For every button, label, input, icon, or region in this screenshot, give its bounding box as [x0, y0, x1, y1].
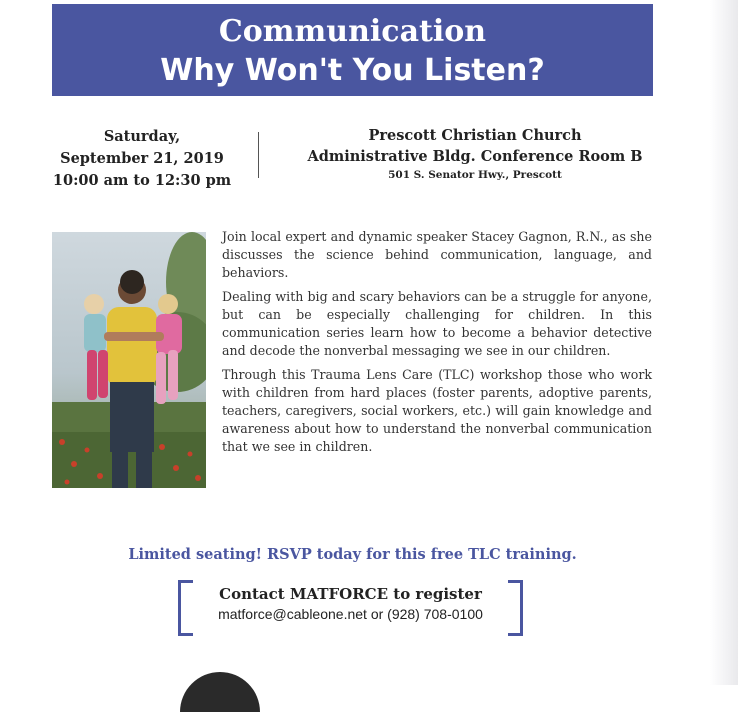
description-paragraph-3: Through this Trauma Lens Care (TLC) workshop those who work with children from hard places (foster parents, adoptive parents, teachers, caregivers, social workers, etc.) will gain knowledge and awareness about how to understand the nonverbal communication that we see in children.: [222, 367, 652, 454]
event-venue: [290, 125, 660, 183]
rsvp-callout: Limited seating! RSVP today for this free TLC training.: [128, 546, 577, 563]
info-divider: [258, 132, 259, 178]
venue-name: Prescott Christian Church: [368, 127, 582, 144]
logo-fragment: [180, 672, 260, 712]
event-datetime: [52, 126, 232, 192]
event-time: 10:00 am to 12:30 pm: [52, 172, 232, 189]
flyer-title: Communication: [218, 14, 487, 49]
page-edge-shadow: [710, 0, 738, 685]
venue-room: Administrative Bldg. Conference Room B: [307, 148, 643, 165]
parent-children-photo: [52, 232, 206, 488]
description-paragraph-1: Join local expert and dynamic speaker Stacey Gagnon, R.N., as she discusses the science behind communication, language, and behaviors.: [222, 229, 652, 280]
right-bracket: [508, 580, 523, 636]
event-date: September 21, 2019: [60, 150, 224, 167]
photo-illustration: [52, 232, 206, 488]
contact-box: [178, 580, 523, 632]
contact-heading: Contact MATFORCE to register: [219, 585, 482, 603]
contact-details: matforce@cableone.net or (928) 708-0100: [218, 606, 483, 622]
flyer-subtitle: Why Won't You Listen?: [160, 53, 545, 88]
description-paragraph-2: Dealing with big and scary behaviors can be a struggle for anyone, but can be especially challenging for children. In this communication series learn how to become a behavior detective and decode the nonverbal messaging we see in our children.: [222, 289, 652, 358]
event-day: Saturday,: [103, 128, 181, 145]
left-bracket: [178, 580, 193, 636]
venue-address: 501 S. Senator Hwy., Prescott: [388, 169, 562, 181]
event-description: [222, 228, 652, 462]
title-banner: [52, 4, 653, 96]
